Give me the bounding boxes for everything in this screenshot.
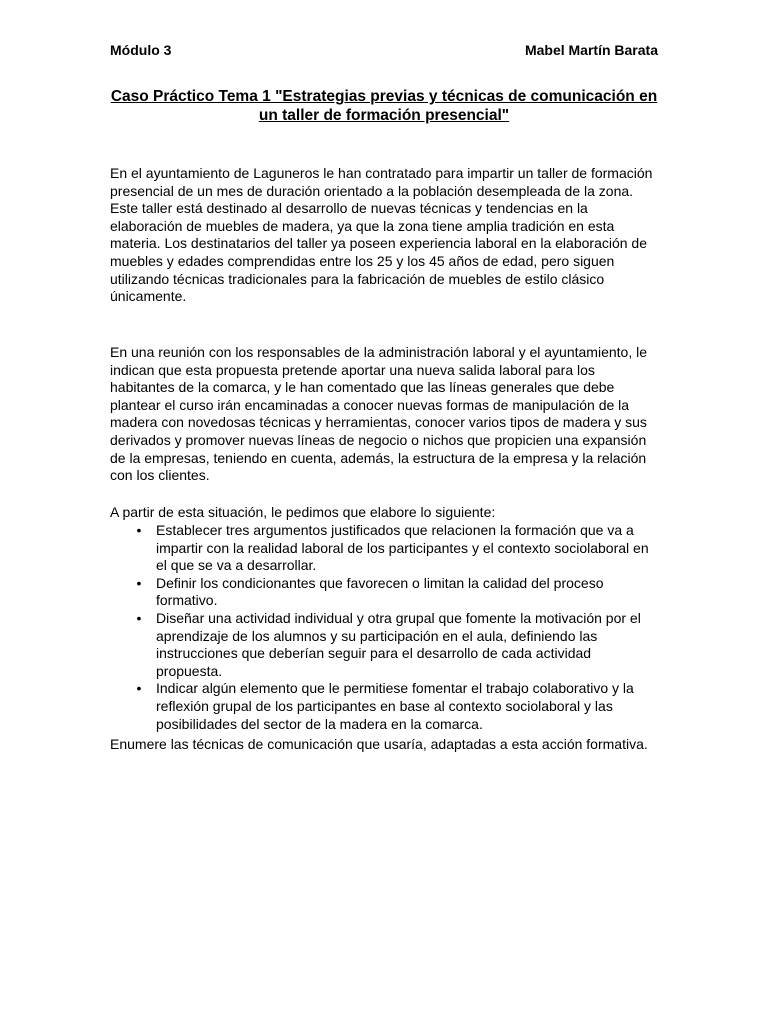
list-item (110, 610, 658, 680)
list-item (110, 575, 658, 610)
document-title: Caso Práctico Tema 1 "Estrategias previas y técnicas de comunicación en un taller de formación presencial" (110, 88, 658, 124)
meeting-paragraph: En una reunión con los responsables de la administración laboral y el ayuntamiento, le indican que esta propuesta pretende aportar una nueva salida laboral para los habitantes de la comarca, y le han comentado que las líneas generales que debe plantear el curso irán encaminadas a conocer nuevas formas de manipulación de la madera con novedosas técnicas y herramientas, conocer varios tipos de madera y sus derivados y promover nuevas líneas de negocio o nichos que propicien una expansión de la empresas, teniendo en cuenta, además, la estructura de la empresa y la relación con los clientes. (110, 344, 647, 484)
list-item-text: Indicar algún elemento que le permitiese fomentar el trabajo colaborativo y la reflexión grupal de los participantes en base al contexto sociolaboral y las posibilidades del sector de la madera en la comarca. (156, 680, 634, 732)
page-header (110, 42, 658, 58)
bullet-icon: • (136, 522, 142, 538)
list-item-text: Definir los condicionantes que favorecen o limitan la calidad del proceso formativo. (156, 574, 604, 609)
bullet-icon: • (136, 680, 142, 697)
intro-paragraph: En el ayuntamiento de Laguneros le han contratado para impartir un taller de formación presencial de un mes de duración orientado a la población desempleada de la zona. Este taller está destinado al desarrollo de nuevas técnicas y tendencias en la elaboración de muebles de madera, ya que la zona tiene amplia tradición en esta materia. Los destinatarios del taller ya poseen experiencia laboral en la elaboración de muebles y edades comprendidas entre los 25 y los 45 años de edad, pero siguen utilizando técnicas tradicionales para la fabricación de muebles de estilo clásico únicamente. (110, 165, 653, 305)
list-item-text: Establecer tres argumentos justificados que relacionen la formación que va a impartir con la realidad laboral de los participantes y el contexto sociolaboral en el que se va a desarrollar. (156, 522, 649, 574)
closing-paragraph: Enumere las técnicas de comunicación que usaría, adaptadas a esta acción formativa. (110, 736, 648, 752)
list-item (110, 522, 658, 575)
list-item-text: Diseñar una actividad individual y otra grupal que fomente la motivación por el aprendizaje de los alumnos y su participación en el aula, definiendo las instrucciones que deberían seguir para el desarrollo de cada actividad propuesta. (156, 609, 641, 679)
module-label: Módulo 3 (110, 42, 172, 58)
task-intro-paragraph: A partir de esta situación, le pedimos que elabore lo siguiente: (110, 504, 496, 520)
bullet-icon: • (136, 609, 142, 626)
bullet-icon: • (136, 574, 142, 591)
author-name: Mabel Martín Barata (524, 42, 658, 58)
list-item (110, 680, 658, 733)
task-list (110, 522, 658, 733)
